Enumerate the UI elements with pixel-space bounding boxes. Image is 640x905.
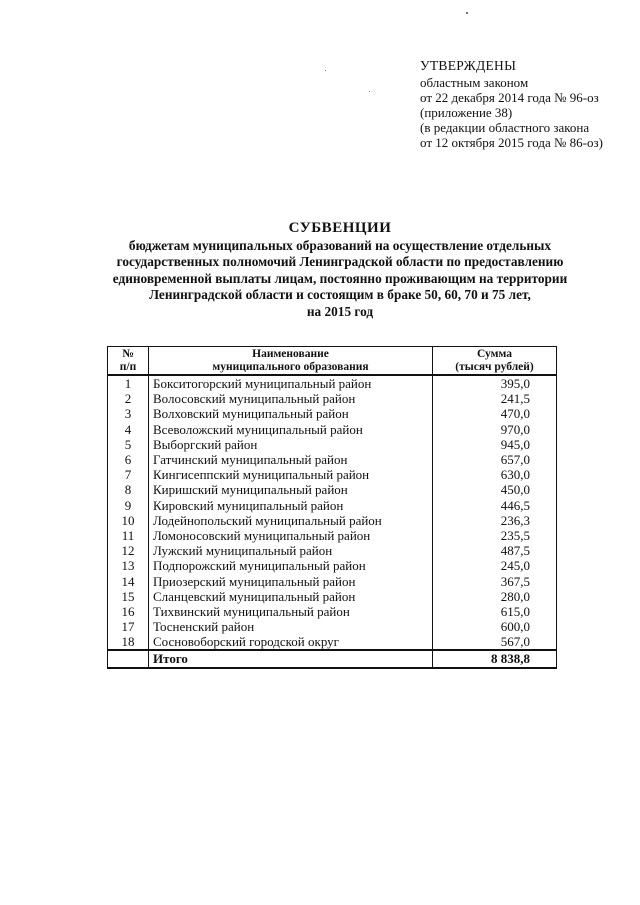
table-row	[108, 604, 557, 619]
row-num: 9	[108, 498, 149, 513]
approval-line: от 22 декабря 2014 года № 96-оз	[420, 90, 599, 105]
row-name: Кировский муниципальный район	[149, 498, 433, 513]
table-row	[108, 452, 557, 467]
header-name-line2: муниципального образования	[212, 360, 369, 373]
table-row	[108, 391, 557, 406]
table-row	[108, 422, 557, 437]
header-name-line1: Наименование	[252, 348, 329, 360]
row-num: 16	[108, 604, 149, 619]
table-row	[108, 589, 557, 604]
row-sum: 235,5	[433, 528, 557, 543]
row-sum: 450,0	[433, 482, 557, 497]
row-num: 4	[108, 422, 149, 437]
row-name: Лужский муниципальный район	[149, 543, 433, 558]
row-sum: 970,0	[433, 422, 557, 437]
approval-line: областным законом	[420, 75, 529, 90]
row-name: Подпорожский муниципальный район	[149, 558, 433, 573]
row-num: 10	[108, 513, 149, 528]
row-num: 17	[108, 619, 149, 634]
approval-stamp	[420, 58, 630, 150]
row-num: 14	[108, 573, 149, 588]
total-row	[108, 650, 557, 667]
scan-speck	[369, 91, 370, 92]
table-row	[108, 634, 557, 650]
header-num-line2: п/п	[119, 360, 137, 373]
row-name: Сосновоборский городской округ	[149, 634, 433, 650]
row-sum: 280,0	[433, 589, 557, 604]
table-row	[108, 467, 557, 482]
row-name: Бокситогорский муниципальный район	[149, 375, 433, 391]
table-row	[108, 406, 557, 421]
row-num: 18	[108, 634, 149, 650]
header-num-line1: №	[122, 348, 134, 360]
row-name: Гатчинский муниципальный район	[149, 452, 433, 467]
header-sum	[433, 347, 557, 376]
row-num: 13	[108, 558, 149, 573]
table-row	[108, 498, 557, 513]
row-num: 5	[108, 437, 149, 452]
row-num: 11	[108, 528, 149, 543]
row-name: Приозерский муниципальный район	[149, 573, 433, 588]
title-main: СУБВЕНЦИИ	[288, 220, 392, 236]
row-name: Волосовский муниципальный район	[149, 391, 433, 406]
row-sum: 630,0	[433, 467, 557, 482]
scan-speck	[466, 12, 468, 14]
row-sum: 245,0	[433, 558, 557, 573]
row-name: Тосненский район	[149, 619, 433, 634]
row-name: Лодейнопольский муниципальный район	[149, 513, 433, 528]
total-label: Итого	[149, 650, 433, 667]
title-line: на 2015 год	[306, 303, 374, 319]
row-num: 7	[108, 467, 149, 482]
row-name: Волховский муниципальный район	[149, 406, 433, 421]
row-num: 3	[108, 406, 149, 421]
row-num: 15	[108, 589, 149, 604]
row-num: 12	[108, 543, 149, 558]
approval-line: от 12 октября 2015 года № 86-оз)	[420, 135, 603, 150]
row-sum: 241,5	[433, 391, 557, 406]
row-sum: 600,0	[433, 619, 557, 634]
table-row	[108, 513, 557, 528]
scan-speck	[325, 70, 326, 71]
row-num: 8	[108, 482, 149, 497]
row-sum: 470,0	[433, 406, 557, 421]
approval-line: (приложение 38)	[420, 105, 513, 120]
row-num: 6	[108, 452, 149, 467]
row-name: Всеволожский муниципальный район	[149, 422, 433, 437]
title-line: Ленинградской области и состоящим в браке 50, 60, 70 и 75 лет,	[149, 287, 531, 303]
row-sum: 945,0	[433, 437, 557, 452]
table-row	[108, 437, 557, 452]
table-row	[108, 543, 557, 558]
row-num: 2	[108, 391, 149, 406]
title-line: государственных полномочий Ленинградской области по предоставлению	[116, 254, 564, 270]
row-name: Сланцевский муниципальный район	[149, 589, 433, 604]
approval-heading: УТВЕРЖДЕНЫ	[420, 58, 517, 73]
table-body	[108, 375, 557, 650]
table-row	[108, 619, 557, 634]
header-sum-line2: (тысяч рублей)	[455, 360, 534, 373]
table-header-row	[108, 347, 557, 376]
row-sum: 615,0	[433, 604, 557, 619]
row-sum: 487,5	[433, 543, 557, 558]
row-name: Кингисеппский муниципальный район	[149, 467, 433, 482]
table-row	[108, 482, 557, 497]
row-num: 1	[108, 375, 149, 391]
table-row	[108, 528, 557, 543]
table-row	[108, 573, 557, 588]
row-sum: 395,0	[433, 375, 557, 391]
row-name: Ломоносовский муниципальный район	[149, 528, 433, 543]
subventions-table	[107, 346, 557, 669]
header-num	[108, 347, 149, 376]
document-title	[40, 220, 640, 321]
row-sum: 367,5	[433, 573, 557, 588]
table-row	[108, 375, 557, 391]
total-sum: 8 838,8	[433, 650, 557, 667]
table-row	[108, 558, 557, 573]
row-name: Киришский муниципальный район	[149, 482, 433, 497]
approval-line: (в редакции областного закона	[420, 120, 590, 135]
header-name	[149, 347, 433, 376]
row-sum: 446,5	[433, 498, 557, 513]
total-num-cell	[108, 650, 149, 667]
header-sum-line1: Сумма	[477, 348, 512, 360]
row-sum: 657,0	[433, 452, 557, 467]
title-line: единовременной выплаты лицам, постоянно проживающим на территории	[112, 270, 568, 286]
title-line: бюджетам муниципальных образований на осуществление отдельных	[128, 237, 552, 253]
row-sum: 236,3	[433, 513, 557, 528]
row-sum: 567,0	[433, 634, 557, 650]
row-name: Выборгский район	[149, 437, 433, 452]
row-name: Тихвинский муниципальный район	[149, 604, 433, 619]
